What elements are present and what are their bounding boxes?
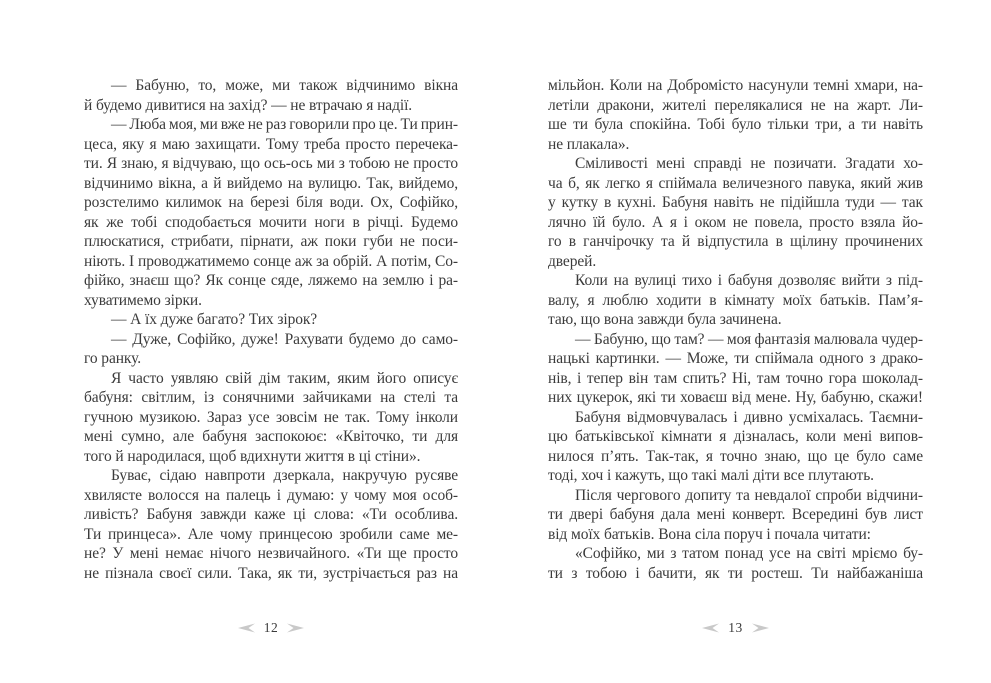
text-line: дверей. — [548, 252, 597, 270]
text-line: — Дуже, Софійко, дуже! Рахувати будемо до само- — [111, 330, 458, 348]
left-arrow-ornament-icon — [702, 623, 719, 633]
text-line: ти двері бабуня дала мені конверт. Всередині був лист — [548, 506, 923, 523]
text-line: у кутку в кухні. Бабуня навіть не підійшла туди — так — [548, 194, 923, 211]
right-arrow-ornament-icon — [287, 623, 304, 633]
text-line: цеса, яку я маю захищати. Тому треба просто перечека- — [84, 135, 458, 153]
text-line: нацькі картинки. — Може, ти спіймала одного з драко- — [548, 350, 923, 367]
text-line: них цукерок, які ти ховаєш від мене. Ну, бабуню, скажи! — [548, 389, 923, 406]
text-line: нилося п’ять. Так-так, я точно знаю, що це було саме — [548, 447, 923, 465]
text-line: не пізнала своєї сили. Така, як ти, зустрічається раз на — [84, 564, 458, 582]
text-line: ше ти була спокійна. Тобі було тільки три, а ти навіть — [548, 116, 923, 133]
text-line: бабуня: світлим, із сонячними зайчиками на стелі та — [84, 389, 458, 406]
right-arrow-ornament-icon — [752, 623, 769, 633]
text-line: цю батьківської кімнати я дізналась, коли мені випов- — [548, 428, 923, 445]
text-line: Після чергового допиту та невдалої спроби відчини- — [575, 486, 923, 504]
text-line: того й народилася, щоб вдихнути життя в ці стіни». — [84, 447, 421, 465]
text-line: таю, що вона завжди була зачинена. — [548, 311, 782, 328]
text-line: відчинимо вікна, а й вийдемо на вулицю. Так, вийдемо, — [84, 174, 458, 192]
text-line: лячно їй було. А я і оком не повела, просто взяла йо- — [548, 213, 923, 231]
text-line: Я часто уявляю свій дім таким, яким його описує — [111, 369, 458, 387]
text-line: нів, і тепер він там спить? Ні, там точно гора шоколад- — [548, 369, 923, 387]
text-line: ніють. І проводжатимемо сонце аж за обрій. А потім, Со- — [84, 252, 458, 270]
text-line: ча б, як легко я спіймала величезного павука, який жив — [548, 174, 923, 192]
text-line: Бабуня відмовчувалась і дивно усміхалась. Таємни- — [575, 408, 923, 426]
text-line: мені сумно, але бабуня заспокоює: «Квіточко, ти для — [84, 428, 458, 445]
page-left-footer — [84, 618, 458, 638]
text-line: летіли дракони, жителі перелякалися не на жарт. Ли- — [548, 96, 923, 114]
text-line: валу, я люблю ходити в кімнату моїх батьків. Пам’я- — [548, 291, 923, 309]
text-line: розстелимо килимок на березі біля води. Ох, Софійко, — [84, 194, 458, 211]
text-line: як же тобі сподобається мочити ноги в річці. Будемо — [84, 213, 458, 231]
text-line: хуватимемо зірки. — [84, 291, 202, 309]
text-line: Буває, сідаю навпроти дзеркала, накручую русяве — [111, 467, 458, 484]
text-line: ливість? Бабуня завжди каже ці слова: «Ти особлива. — [84, 506, 458, 523]
text-line: Коли на вулиці тихо і бабуня дозволяє вийти з під- — [575, 272, 923, 289]
text-line: тоді, хоч і кажуть, що такі малі діти все плутають. — [548, 467, 874, 484]
text-line: ти. Я знаю, я відчуваю, що ось-ось ми з тобою не просто — [84, 155, 458, 172]
text-line: й будемо дивитися на захід? — не втрачаю я надії. — [84, 96, 413, 114]
text-line: — Бабуню, що там? — моя фантазія малювала чудер- — [575, 330, 923, 348]
text-line: ти з тобою і бачити, як ти ростеш. Ти найбажаніша — [548, 564, 923, 582]
page-right-footer — [548, 618, 923, 638]
text-line: не? У мені немає нічого незвичайного. «Ти ще просто — [84, 545, 458, 562]
text-line: плюскатися, стрибати, пірнати, аж поки губи не поси- — [84, 233, 458, 250]
text-line: Ти принцеса». Але чому принцесою зробили саме ме- — [84, 525, 458, 543]
page-right-text — [548, 76, 923, 583]
text-line: фійко, знаєш що? Як сонце сяде, ляжемо на землю і ра- — [84, 272, 458, 289]
text-line: — А їх дуже багато? Тих зірок? — [111, 311, 318, 328]
text-line: го ранку. — [84, 350, 142, 367]
text-line: гучною музикою. Зараз усе зовсім не так. Тому інколи — [84, 408, 458, 426]
page-number: 13 — [728, 620, 743, 635]
left-arrow-ornament-icon — [238, 623, 255, 633]
text-line: не плакала». — [548, 135, 630, 153]
text-line: хвилясте волосся на палець і думаю: у чому моя особ- — [84, 486, 458, 504]
page-left-text — [84, 76, 458, 583]
text-line: «Софійко, ми з татом понад усе на світі мріємо бу- — [575, 545, 923, 562]
text-line: — Люба моя, ми вже не раз говорили про це. Ти прин- — [111, 116, 458, 133]
text-line: го в ганчірочку та й відпустила в щілину прочинених — [548, 233, 923, 250]
text-line: мільйон. Коли на Добромісто насунули темні хмари, на- — [548, 77, 923, 94]
text-line: від моїх батьків. Вона сіла поруч і почала читати: — [548, 525, 871, 543]
text-line: — Бабуню, то, може, ми також відчинимо вікна — [111, 77, 458, 94]
text-line: Сміливості мені справді не позичати. Згадати хо- — [575, 155, 923, 172]
page-number: 12 — [263, 620, 279, 635]
